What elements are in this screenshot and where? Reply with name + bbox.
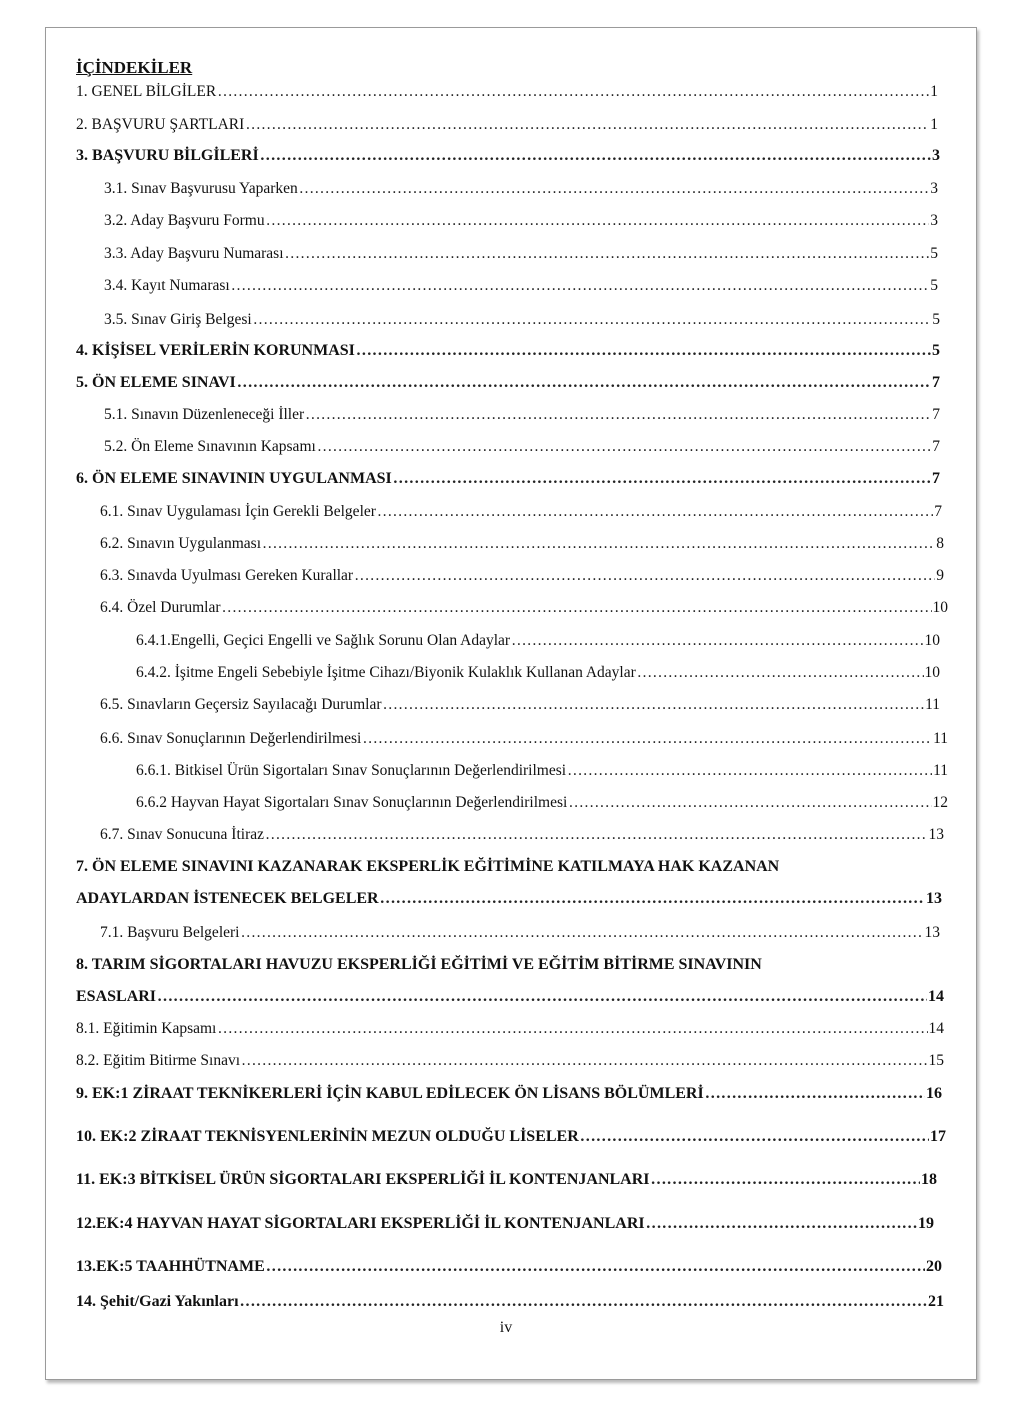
toc-entry-page: 8 bbox=[936, 535, 944, 552]
toc-entry[interactable] bbox=[104, 179, 938, 199]
toc-entry[interactable] bbox=[76, 987, 944, 1007]
toc-entry-page: 5 bbox=[932, 311, 940, 328]
toc-entry-page: 12 bbox=[932, 794, 948, 811]
toc-entry-label: 6.1. Sınav Uygulaması İçin Gerekli Belgeler bbox=[100, 503, 376, 520]
toc-entry-label: 6.4.1.Engelli, Geçici Engelli ve Sağlık Sorunu Olan Adaylar bbox=[136, 632, 511, 649]
toc-entry-page: 10 bbox=[932, 599, 948, 616]
toc-entry-page: 14 bbox=[928, 1020, 944, 1037]
toc-dot-leader bbox=[266, 211, 930, 231]
toc-dot-leader bbox=[241, 1051, 927, 1071]
toc-entry[interactable] bbox=[76, 889, 942, 909]
toc-entry[interactable] bbox=[76, 1019, 944, 1039]
toc-entry-page: 7 bbox=[932, 406, 940, 423]
toc-dot-leader bbox=[362, 729, 932, 749]
toc-entry-page: 11 bbox=[933, 762, 948, 779]
toc-entry[interactable] bbox=[76, 1214, 934, 1234]
toc-entry-label: 1. GENEL BİLGİLER bbox=[76, 83, 217, 100]
toc-entry-label: 5.1. Sınavın Düzenleneceği İller bbox=[104, 406, 305, 423]
toc-entry-label: ADAYLARDAN İSTENECEK BELGELER bbox=[76, 890, 379, 907]
toc-entry-label: 6.4. Özel Durumlar bbox=[100, 599, 221, 616]
toc-entry-page: 5 bbox=[930, 245, 938, 262]
toc-entry[interactable] bbox=[100, 729, 948, 749]
toc-entry-label: 2. BAŞVURU ŞARTLARI bbox=[76, 116, 245, 133]
toc-entry[interactable] bbox=[76, 115, 938, 135]
toc-entry-label: 14. Şehit/Gazi Yakınları bbox=[76, 1293, 239, 1310]
toc-entry-page: 7 bbox=[932, 470, 940, 487]
toc-dot-leader bbox=[646, 1214, 917, 1234]
toc-dot-leader bbox=[245, 115, 929, 135]
toc-entry-label: 10. EK:2 ZİRAAT TEKNİSYENLERİNİN MEZUN OLDUĞU LİSELER bbox=[76, 1128, 579, 1145]
toc-entry[interactable] bbox=[104, 244, 938, 264]
toc-entry-page: 7 bbox=[932, 438, 940, 455]
toc-entry[interactable] bbox=[76, 469, 940, 489]
toc-entry-page: 10 bbox=[924, 632, 940, 649]
toc-entry[interactable] bbox=[100, 923, 940, 943]
toc-entry[interactable] bbox=[104, 405, 940, 425]
toc-entry[interactable] bbox=[136, 631, 940, 651]
toc-dot-leader bbox=[356, 341, 931, 361]
toc-entry-page: 15 bbox=[928, 1052, 944, 1069]
toc-entry-page: 9 bbox=[936, 567, 944, 584]
toc-entry-label: 6.2. Sınavın Uygulanması bbox=[100, 535, 262, 552]
toc-dot-leader bbox=[240, 1292, 927, 1312]
toc-entry-label: 6.6.1. Bitkisel Ürün Sigortaları Sınav Sonuçlarının Değerlendirilmesi bbox=[136, 762, 567, 779]
toc-entry[interactable] bbox=[76, 1127, 946, 1147]
toc-entry-page: 13 bbox=[928, 826, 944, 843]
toc-dot-leader bbox=[380, 889, 925, 909]
toc-dot-leader bbox=[285, 244, 930, 264]
toc-entry[interactable] bbox=[76, 82, 938, 102]
toc-dot-leader bbox=[266, 1257, 925, 1277]
toc-entry-page: 3 bbox=[932, 147, 940, 164]
toc-dot-leader bbox=[240, 923, 923, 943]
toc-title: İÇİNDEKİLER bbox=[76, 58, 193, 77]
toc-entry[interactable] bbox=[100, 566, 944, 586]
toc-entry[interactable] bbox=[76, 1292, 944, 1312]
toc-entry-page: 19 bbox=[918, 1215, 934, 1232]
toc-entry-label: 9. EK:1 ZİRAAT TEKNİKERLERİ İÇİN KABUL EDİLECEK ÖN LİSANS BÖLÜMLERİ bbox=[76, 1085, 704, 1102]
toc-entry-page: 10 bbox=[924, 664, 940, 681]
toc-dot-leader bbox=[262, 534, 935, 554]
toc-entry[interactable] bbox=[76, 373, 940, 393]
toc-entry-label: 5.2. Ön Eleme Sınavının Kapsamı bbox=[104, 438, 316, 455]
toc-entry-label: 3.1. Sınav Başvurusu Yaparken bbox=[104, 180, 298, 197]
toc-entry-page: 13 bbox=[924, 924, 940, 941]
toc-entry[interactable] bbox=[104, 310, 940, 330]
toc-entry-page: 3 bbox=[930, 212, 938, 229]
toc-entry[interactable] bbox=[104, 437, 940, 457]
toc-entry-page: 16 bbox=[926, 1085, 942, 1102]
toc-entry-label: 8.2. Eğitim Bitirme Sınavı bbox=[76, 1052, 241, 1069]
toc-entry-page: 1 bbox=[930, 116, 938, 133]
toc-dot-leader bbox=[231, 276, 930, 296]
toc-dot-leader bbox=[222, 598, 932, 618]
toc-dot-leader bbox=[157, 987, 927, 1007]
toc-dot-leader bbox=[393, 469, 931, 489]
toc-entry-page: 11 bbox=[933, 730, 948, 747]
toc-entry-page: 5 bbox=[932, 342, 940, 359]
toc-entry-page: 17 bbox=[930, 1128, 946, 1145]
toc-dot-leader bbox=[299, 179, 930, 199]
toc-dot-leader bbox=[237, 373, 931, 393]
toc-entry[interactable] bbox=[104, 211, 938, 231]
toc-dot-leader bbox=[383, 695, 925, 715]
toc-entry[interactable] bbox=[76, 1084, 942, 1104]
toc-dot-leader bbox=[305, 405, 931, 425]
toc-entry[interactable] bbox=[100, 502, 942, 522]
toc-entry-page: 20 bbox=[926, 1258, 942, 1275]
toc-entry[interactable] bbox=[136, 793, 948, 813]
toc-entry-label: 3.2. Aday Başvuru Formu bbox=[104, 212, 265, 229]
toc-entry[interactable] bbox=[100, 598, 948, 618]
toc-entry[interactable] bbox=[76, 146, 940, 166]
toc-entry[interactable] bbox=[100, 695, 940, 715]
toc-entry-label: 4. KİŞİSEL VERİLERİN KORUNMASI bbox=[76, 342, 355, 359]
toc-entry-label: 6. ÖN ELEME SINAVININ UYGULANMASI bbox=[76, 470, 392, 487]
toc-entry-page: 14 bbox=[928, 988, 944, 1005]
page-number: iv bbox=[499, 1319, 513, 1336]
toc-entry-label: 6.3. Sınavda Uyulması Gereken Kurallar bbox=[100, 567, 354, 584]
toc-entry-label: 13.EK:5 TAAHHÜTNAME bbox=[76, 1258, 265, 1275]
toc-entry-label: 6.5. Sınavların Geçersiz Sayılacağı Durumlar bbox=[100, 696, 382, 713]
toc-dot-leader bbox=[567, 761, 932, 781]
toc-entry-page: 13 bbox=[926, 890, 942, 907]
toc-entry[interactable] bbox=[76, 1257, 942, 1277]
toc-entry[interactable] bbox=[76, 341, 940, 361]
toc-dot-leader bbox=[568, 793, 931, 813]
toc-entry-label-line1: 7. ÖN ELEME SINAVINI KAZANARAK EKSPERLİK EĞİTİMİNE KATILMAYA HAK KAZANAN bbox=[76, 858, 780, 875]
toc-dot-leader bbox=[260, 146, 931, 166]
toc-entry-label: 3.4. Kayıt Numarası bbox=[104, 277, 230, 294]
toc-entry[interactable] bbox=[76, 1051, 944, 1071]
toc-entry-label: 12.EK:4 HAYVAN HAYAT SİGORTALARI EKSPERLİĞİ İL KONTENJANLARI bbox=[76, 1215, 645, 1232]
toc-dot-leader bbox=[354, 566, 935, 586]
toc-entry[interactable] bbox=[76, 1170, 937, 1190]
toc-entry[interactable] bbox=[100, 825, 944, 845]
toc-entry-label: 3.5. Sınav Giriş Belgesi bbox=[104, 311, 252, 328]
toc-entry[interactable] bbox=[136, 663, 940, 683]
toc-entry-label: ESASLARI bbox=[76, 988, 157, 1005]
toc-dot-leader bbox=[651, 1170, 921, 1190]
toc-entry-label: 6.4.2. İşitme Engeli Sebebiyle İşitme Cihazı/Biyonik Kulaklık Kullanan Adaylar bbox=[136, 664, 636, 681]
toc-entry-label: 7.1. Başvuru Belgeleri bbox=[100, 924, 240, 941]
toc-dot-leader bbox=[580, 1127, 929, 1147]
toc-dot-leader bbox=[217, 1019, 927, 1039]
toc-entry-label: 3.3. Aday Başvuru Numarası bbox=[104, 245, 284, 262]
toc-entry-label: 8.1. Eğitimin Kapsamı bbox=[76, 1020, 217, 1037]
toc-dot-leader bbox=[253, 310, 932, 330]
toc-entry-label: 6.6.2 Hayvan Hayat Sigortaları Sınav Sonuçlarının Değerlendirilmesi bbox=[136, 794, 568, 811]
toc-dot-leader bbox=[265, 825, 927, 845]
toc-entry-page: 1 bbox=[930, 83, 938, 100]
toc-entry-page: 21 bbox=[928, 1293, 944, 1310]
toc-entry-label-line1: 8. TARIM SİGORTALARI HAVUZU EKSPERLİĞİ EĞİTİMİ VE EĞİTİM BİTİRME SINAVININ bbox=[76, 956, 762, 973]
toc-dot-leader bbox=[317, 437, 931, 457]
toc-entry[interactable] bbox=[100, 534, 944, 554]
toc-entry[interactable] bbox=[104, 276, 938, 296]
toc-entry-label: 3. BAŞVURU BİLGİLERİ bbox=[76, 147, 259, 164]
toc-entry-page: 11 bbox=[925, 696, 940, 713]
toc-dot-leader bbox=[217, 82, 929, 102]
toc-entry-page: 7 bbox=[934, 503, 942, 520]
toc-entry-page: 7 bbox=[932, 374, 940, 391]
toc-dot-leader bbox=[705, 1084, 925, 1104]
toc-entry-label: 6.6. Sınav Sonuçlarının Değerlendirilmesi bbox=[100, 730, 362, 747]
toc-dot-leader bbox=[637, 663, 924, 683]
toc-dot-leader bbox=[377, 502, 933, 522]
toc-entry-label: 11. EK:3 BİTKİSEL ÜRÜN SİGORTALARI EKSPERLİĞİ İL KONTENJANLARI bbox=[76, 1171, 650, 1188]
toc-entry-label: 6.7. Sınav Sonucuna İtiraz bbox=[100, 826, 265, 843]
toc-entry-page: 18 bbox=[921, 1171, 937, 1188]
toc-entry[interactable] bbox=[136, 761, 948, 781]
toc-entry-page: 5 bbox=[930, 277, 938, 294]
toc-entry-label: 5. ÖN ELEME SINAVI bbox=[76, 374, 236, 391]
toc-entry-page: 3 bbox=[930, 180, 938, 197]
toc-dot-leader bbox=[511, 631, 923, 651]
